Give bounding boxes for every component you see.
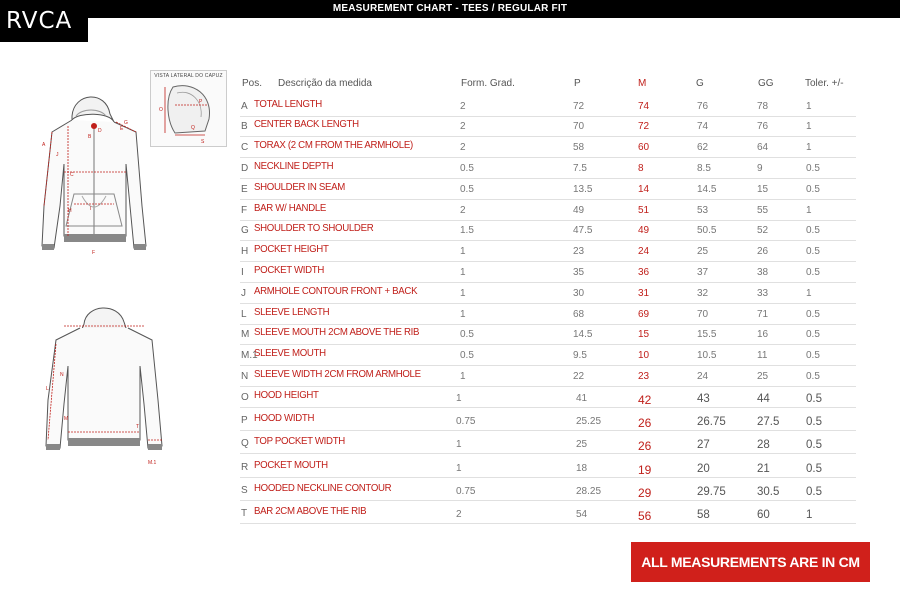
cell-tol: 0.5: [806, 439, 822, 451]
cell-p: 25: [576, 439, 588, 450]
table-row: [240, 346, 856, 366]
cell-g: 32: [697, 288, 709, 299]
cell-p: 18: [576, 463, 588, 474]
table-row: [240, 159, 856, 179]
cell-gg: 76: [757, 121, 769, 132]
units-note-banner: [631, 542, 870, 582]
cell-description: POCKET HEIGHT: [254, 243, 329, 255]
cell-description: CENTER BACK LENGTH: [254, 118, 359, 130]
cell-position: S: [241, 485, 248, 496]
cell-description: SLEEVE LENGTH: [254, 306, 330, 318]
cell-m: 24: [638, 246, 650, 257]
cell-grad: 2: [460, 121, 466, 132]
cell-p: 54: [576, 509, 588, 520]
diagram-label: M.1: [148, 460, 157, 466]
cell-grad: 1: [460, 371, 466, 382]
cell-tol: 0.5: [806, 463, 822, 475]
diagram-label: G: [124, 120, 128, 126]
cell-grad: 0.5: [460, 184, 474, 195]
cell-gg: 25: [757, 371, 769, 382]
table-row: [240, 138, 856, 158]
cell-gg: 26: [757, 246, 769, 257]
hood-side-view-inset: [150, 70, 227, 147]
cell-tol: 0.5: [806, 486, 822, 498]
table-row: [240, 180, 856, 200]
cell-grad: 1.5: [460, 225, 474, 236]
cell-grad: 1: [460, 288, 466, 299]
cell-gg: 44: [757, 393, 770, 405]
cell-g: 29.75: [697, 486, 726, 498]
diagram-label: L: [46, 386, 49, 392]
cell-g: 27: [697, 439, 710, 451]
cell-m: 23: [638, 371, 650, 382]
col-header-pos: Pos.: [242, 78, 263, 89]
cell-gg: 55: [757, 205, 769, 216]
cell-grad: 1: [460, 309, 466, 320]
cell-grad: 1: [456, 463, 462, 474]
cell-gg: 52: [757, 225, 769, 236]
table-row: [240, 284, 856, 304]
cell-gg: 38: [757, 267, 769, 278]
col-header-p: P: [574, 78, 581, 89]
cell-g: 26.75: [697, 416, 726, 428]
table-row: [240, 458, 856, 478]
cell-p: 47.5: [573, 225, 593, 236]
cell-tol: 1: [806, 288, 812, 299]
diagram-label: A: [42, 142, 46, 148]
cell-gg: 11: [757, 350, 768, 361]
diagram-label: S: [201, 139, 205, 145]
cell-p: 72: [573, 101, 585, 112]
cell-gg: 16: [757, 329, 769, 340]
cell-description: SHOULDER TO SHOULDER: [254, 222, 374, 234]
cell-position: M.1: [241, 350, 258, 361]
hood-side-diagram: [151, 81, 226, 145]
cell-g: 20: [697, 463, 710, 475]
cell-gg: 21: [757, 463, 770, 475]
cell-m: 69: [638, 309, 650, 320]
cell-grad: 1: [460, 267, 466, 278]
top-bar: [0, 0, 900, 18]
cell-m: 26: [638, 439, 652, 453]
cell-gg: 78: [757, 101, 769, 112]
cell-p: 68: [573, 309, 585, 320]
inset-title: VISTA LATERAL DO CAPUZ: [154, 73, 223, 79]
table-header: [240, 78, 860, 94]
cell-p: 49: [573, 205, 585, 216]
cell-description: SHOULDER IN SEAM: [254, 181, 345, 193]
cell-tol: 1: [806, 121, 812, 132]
cell-g: 50.5: [697, 225, 717, 236]
cell-p: 25.25: [576, 416, 602, 427]
cell-g: 37: [697, 267, 709, 278]
units-note: ALL MEASUREMENTS ARE IN CM: [641, 554, 860, 570]
cell-position: D: [241, 163, 249, 174]
table-row: [240, 388, 856, 408]
cell-position: P: [241, 415, 248, 426]
cell-m: 51: [638, 205, 650, 216]
cell-description: HOOD HEIGHT: [254, 389, 319, 401]
cell-p: 70: [573, 121, 585, 132]
table-row: [240, 504, 856, 524]
cell-description: TORAX (2 CM FROM THE ARMHOLE): [254, 139, 413, 151]
cell-position: G: [241, 225, 249, 236]
cell-g: 14.5: [697, 184, 717, 195]
cell-g: 62: [697, 142, 709, 153]
cell-p: 7.5: [573, 163, 587, 174]
cell-description: SLEEVE MOUTH 2CM ABOVE THE RIB: [254, 326, 420, 338]
diagram-label: Q: [191, 125, 195, 131]
cell-description: SLEEVE WIDTH 2CM FROM ARMHOLE: [254, 368, 421, 380]
diagram-label: J: [56, 152, 59, 158]
cell-gg: 28: [757, 439, 770, 451]
col-header-gg: GG: [758, 78, 774, 89]
cell-g: 25: [697, 246, 709, 257]
diagram-label: F: [92, 250, 96, 256]
cell-position: L: [241, 309, 247, 320]
cell-position: A: [241, 101, 248, 112]
table-row: [240, 97, 856, 117]
cell-tol: 0.5: [806, 184, 820, 195]
cell-gg: 60: [757, 509, 770, 521]
diagram-label: I: [90, 206, 92, 212]
cell-position: Q: [241, 438, 249, 449]
cell-gg: 9: [757, 163, 763, 174]
cell-tol: 1: [806, 205, 812, 216]
cell-description: TOP POCKET WIDTH: [254, 435, 345, 447]
cell-g: 70: [697, 309, 709, 320]
brand-logo: [0, 0, 88, 42]
cell-gg: 71: [757, 309, 769, 320]
diagram-label: H: [68, 208, 72, 214]
table-row: [240, 434, 856, 454]
cell-tol: 0.5: [806, 309, 820, 320]
cell-description: ARMHOLE CONTOUR FRONT + BACK: [254, 285, 418, 297]
col-header-g: G: [696, 78, 704, 89]
cell-position: F: [241, 205, 248, 216]
cell-m: 8: [638, 163, 644, 174]
cell-position: I: [241, 267, 244, 278]
cell-p: 35: [573, 267, 585, 278]
table-row: [240, 367, 856, 387]
cell-g: 58: [697, 509, 710, 521]
cell-tol: 0.5: [806, 246, 820, 257]
cell-m: 36: [638, 267, 650, 278]
table-row: [240, 242, 856, 262]
cell-tol: 1: [806, 101, 812, 112]
cell-grad: 1: [456, 393, 462, 404]
cell-grad: 0.5: [460, 329, 474, 340]
cell-position: R: [241, 462, 249, 473]
cell-position: O: [241, 392, 249, 403]
cell-tol: 0.5: [806, 163, 820, 174]
table-row: [240, 263, 856, 283]
diagram-label: D: [98, 128, 102, 134]
cell-gg: 33: [757, 288, 769, 299]
table-row: [240, 201, 856, 221]
page-title: MEASUREMENT CHART - TEES / REGULAR FIT: [332, 3, 568, 14]
col-header-m: M: [638, 78, 647, 89]
cell-description: NECKLINE DEPTH: [254, 160, 334, 172]
cell-description: SLEEVE MOUTH: [254, 347, 326, 359]
cell-m: 29: [638, 486, 652, 500]
col-header-description: Descrição da medida: [278, 78, 372, 89]
cell-description: POCKET WIDTH: [254, 264, 325, 276]
cell-tol: 1: [806, 509, 813, 521]
logo-text: RVCA: [6, 8, 73, 34]
diagram-label: N: [60, 372, 64, 378]
cell-description: TOTAL LENGTH: [254, 98, 322, 110]
cell-description: BAR W/ HANDLE: [254, 202, 327, 214]
table-row: [240, 411, 856, 431]
cell-p: 41: [576, 393, 588, 404]
cell-gg: 30.5: [757, 486, 780, 498]
cell-position: B: [241, 121, 248, 132]
diagram-label: E: [120, 126, 124, 132]
cell-p: 28.25: [576, 486, 602, 497]
cell-p: 13.5: [573, 184, 593, 195]
cell-description: BAR 2CM ABOVE THE RIB: [254, 505, 367, 517]
cell-grad: 2: [460, 205, 466, 216]
cell-grad: 1: [460, 246, 466, 257]
hoodie-back-diagram: [40, 300, 166, 470]
diagram-label: C: [70, 172, 74, 178]
cell-m: 14: [638, 184, 650, 195]
table-row: [240, 117, 856, 137]
cell-position: N: [241, 371, 249, 382]
cell-tol: 1: [806, 142, 812, 153]
cell-grad: 1: [456, 439, 462, 450]
cell-m: 15: [638, 329, 650, 340]
cell-grad: 0.5: [460, 350, 474, 361]
cell-position: M: [241, 329, 250, 340]
cell-g: 8.5: [697, 163, 711, 174]
cell-grad: 2: [456, 509, 462, 520]
cell-g: 24: [697, 371, 709, 382]
cell-g: 76: [697, 101, 709, 112]
cell-gg: 64: [757, 142, 769, 153]
table-row: [240, 481, 856, 501]
diagram-label: B: [88, 134, 92, 140]
cell-tol: 0.5: [806, 329, 820, 340]
cell-m: 26: [638, 416, 652, 430]
col-header-tolerance: Toler. +/-: [805, 78, 844, 89]
cell-grad: 0.5: [460, 163, 474, 174]
cell-m: 74: [638, 101, 650, 112]
cell-m: 60: [638, 142, 650, 153]
cell-p: 58: [573, 142, 585, 153]
diagram-label: P: [199, 99, 203, 105]
cell-grad: 2: [460, 101, 466, 112]
table-row: [240, 221, 856, 241]
diagram-label: M: [64, 416, 69, 422]
cell-p: 23: [573, 246, 585, 257]
cell-p: 9.5: [573, 350, 587, 361]
cell-m: 49: [638, 225, 650, 236]
cell-g: 53: [697, 205, 709, 216]
cell-grad: 2: [460, 142, 466, 153]
cell-tol: 0.5: [806, 371, 820, 382]
cell-g: 10.5: [697, 350, 717, 361]
cell-gg: 15: [757, 184, 769, 195]
cell-tol: 0.5: [806, 393, 822, 405]
table-row: [240, 305, 856, 325]
cell-p: 14.5: [573, 329, 593, 340]
cell-position: T: [241, 508, 248, 519]
cell-p: 30: [573, 288, 585, 299]
cell-position: C: [241, 142, 249, 153]
cell-g: 15.5: [697, 329, 717, 340]
diagram-label: O: [159, 107, 163, 113]
cell-description: POCKET MOUTH: [254, 459, 328, 471]
cell-tol: 0.5: [806, 267, 820, 278]
cell-m: 19: [638, 463, 652, 477]
cell-m: 42: [638, 393, 652, 407]
cell-position: J: [241, 288, 246, 299]
cell-position: H: [241, 246, 249, 257]
cell-m: 10: [638, 350, 650, 361]
cell-m: 56: [638, 509, 652, 523]
cell-m: 31: [638, 288, 650, 299]
cell-p: 22: [573, 371, 585, 382]
cell-g: 74: [697, 121, 709, 132]
cell-description: HOOD WIDTH: [254, 412, 315, 424]
diagram-label: T: [136, 424, 140, 430]
cell-position: E: [241, 184, 248, 195]
cell-grad: 0.75: [456, 416, 476, 427]
hoodie-front-diagram: [38, 86, 148, 258]
cell-g: 43: [697, 393, 710, 405]
table-row: [240, 325, 856, 345]
cell-tol: 0.5: [806, 225, 820, 236]
cell-tol: 0.5: [806, 416, 822, 428]
cell-m: 72: [638, 121, 650, 132]
cell-grad: 0.75: [456, 486, 476, 497]
cell-description: HOODED NECKLINE CONTOUR: [254, 482, 392, 494]
col-header-grading: Form. Grad.: [461, 78, 515, 89]
cell-tol: 0.5: [806, 350, 820, 361]
cell-gg: 27.5: [757, 416, 780, 428]
